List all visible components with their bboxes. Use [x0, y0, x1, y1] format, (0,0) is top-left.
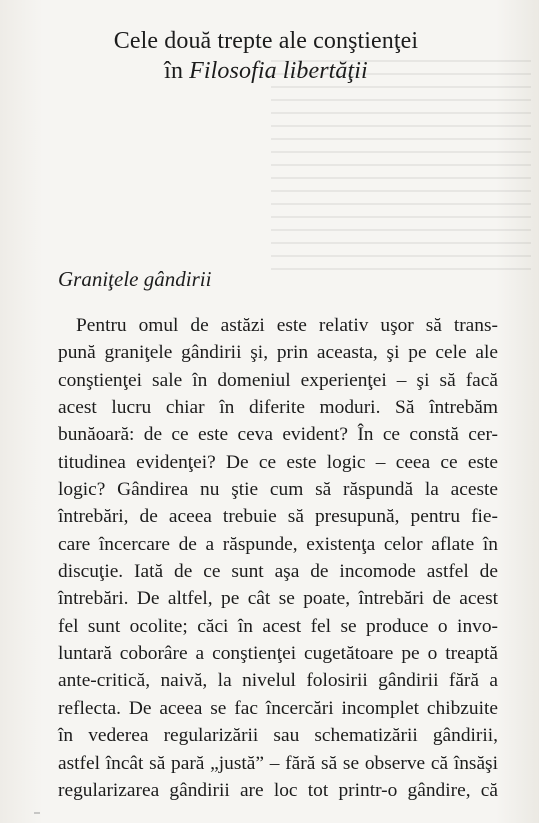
text-line: logic? Gândirea nu ştie cum să răspundă la aceste: [58, 479, 498, 501]
show-through-text: [271, 60, 531, 300]
text-line: titudinea evidenţei? De ce este logic – ceea ce este: [58, 451, 498, 473]
text-line: acest lucru chiar în diferite moduri. Să întrebăm: [58, 397, 498, 419]
section-heading: Graniţele gândirii: [58, 267, 212, 291]
text-line: pună graniţele gândirii şi, prin aceasta, şi pe cele ale: [58, 342, 498, 364]
text-line: regularizarea gândirii are loc tot printr-o gândire, că: [58, 779, 498, 801]
text-line: în vederea regularizării sau schematizării gândirii,: [58, 725, 498, 747]
body-paragraph: [58, 312, 498, 804]
text-line: întrebări. De altfel, pe cât se poate, întrebări de acest: [58, 588, 498, 610]
text-line: bunăoară: de ce este ceva evident? În ce constă cer-: [58, 424, 498, 446]
text-line: conştienţei sale în domeniul experienţei – şi să facă: [58, 369, 498, 391]
text-line: care încercare de a răspunde, existenţa celor aflate în: [58, 533, 498, 555]
text-line: ante-critică, naivă, la nivelul folosirii gândirii fără a: [58, 670, 498, 692]
text-line: discuţie. Iată de ce sunt aşa de incomode astfel de: [58, 561, 498, 583]
chapter-title-line-2: [30, 56, 502, 86]
chapter-title-prefix: în: [164, 58, 190, 84]
chapter-title-line-1: Cele două trepte ale conştienţei: [113, 28, 419, 54]
chapter-title-book-name: Filosofia libertăţii: [189, 58, 368, 84]
text-line: luntară coborâre a conştienţei cugetătoare pe o treaptă: [58, 643, 498, 665]
scan-smudge: [34, 812, 40, 814]
text-line: reflecta. De aceea se fac încercări incomplet chibzuite: [58, 697, 498, 719]
text-line: astfel încât să pară „justă” – fără să se observe că însăşi: [58, 752, 498, 774]
text-line: Pentru omul de astăzi este relativ uşor să trans-: [76, 315, 498, 336]
text-line: fel sunt ocolite; căci în acest fel se produce o invo-: [58, 615, 498, 637]
text-line: întrebări, de aceea trebuie să presupună, pentru fie-: [58, 506, 498, 528]
